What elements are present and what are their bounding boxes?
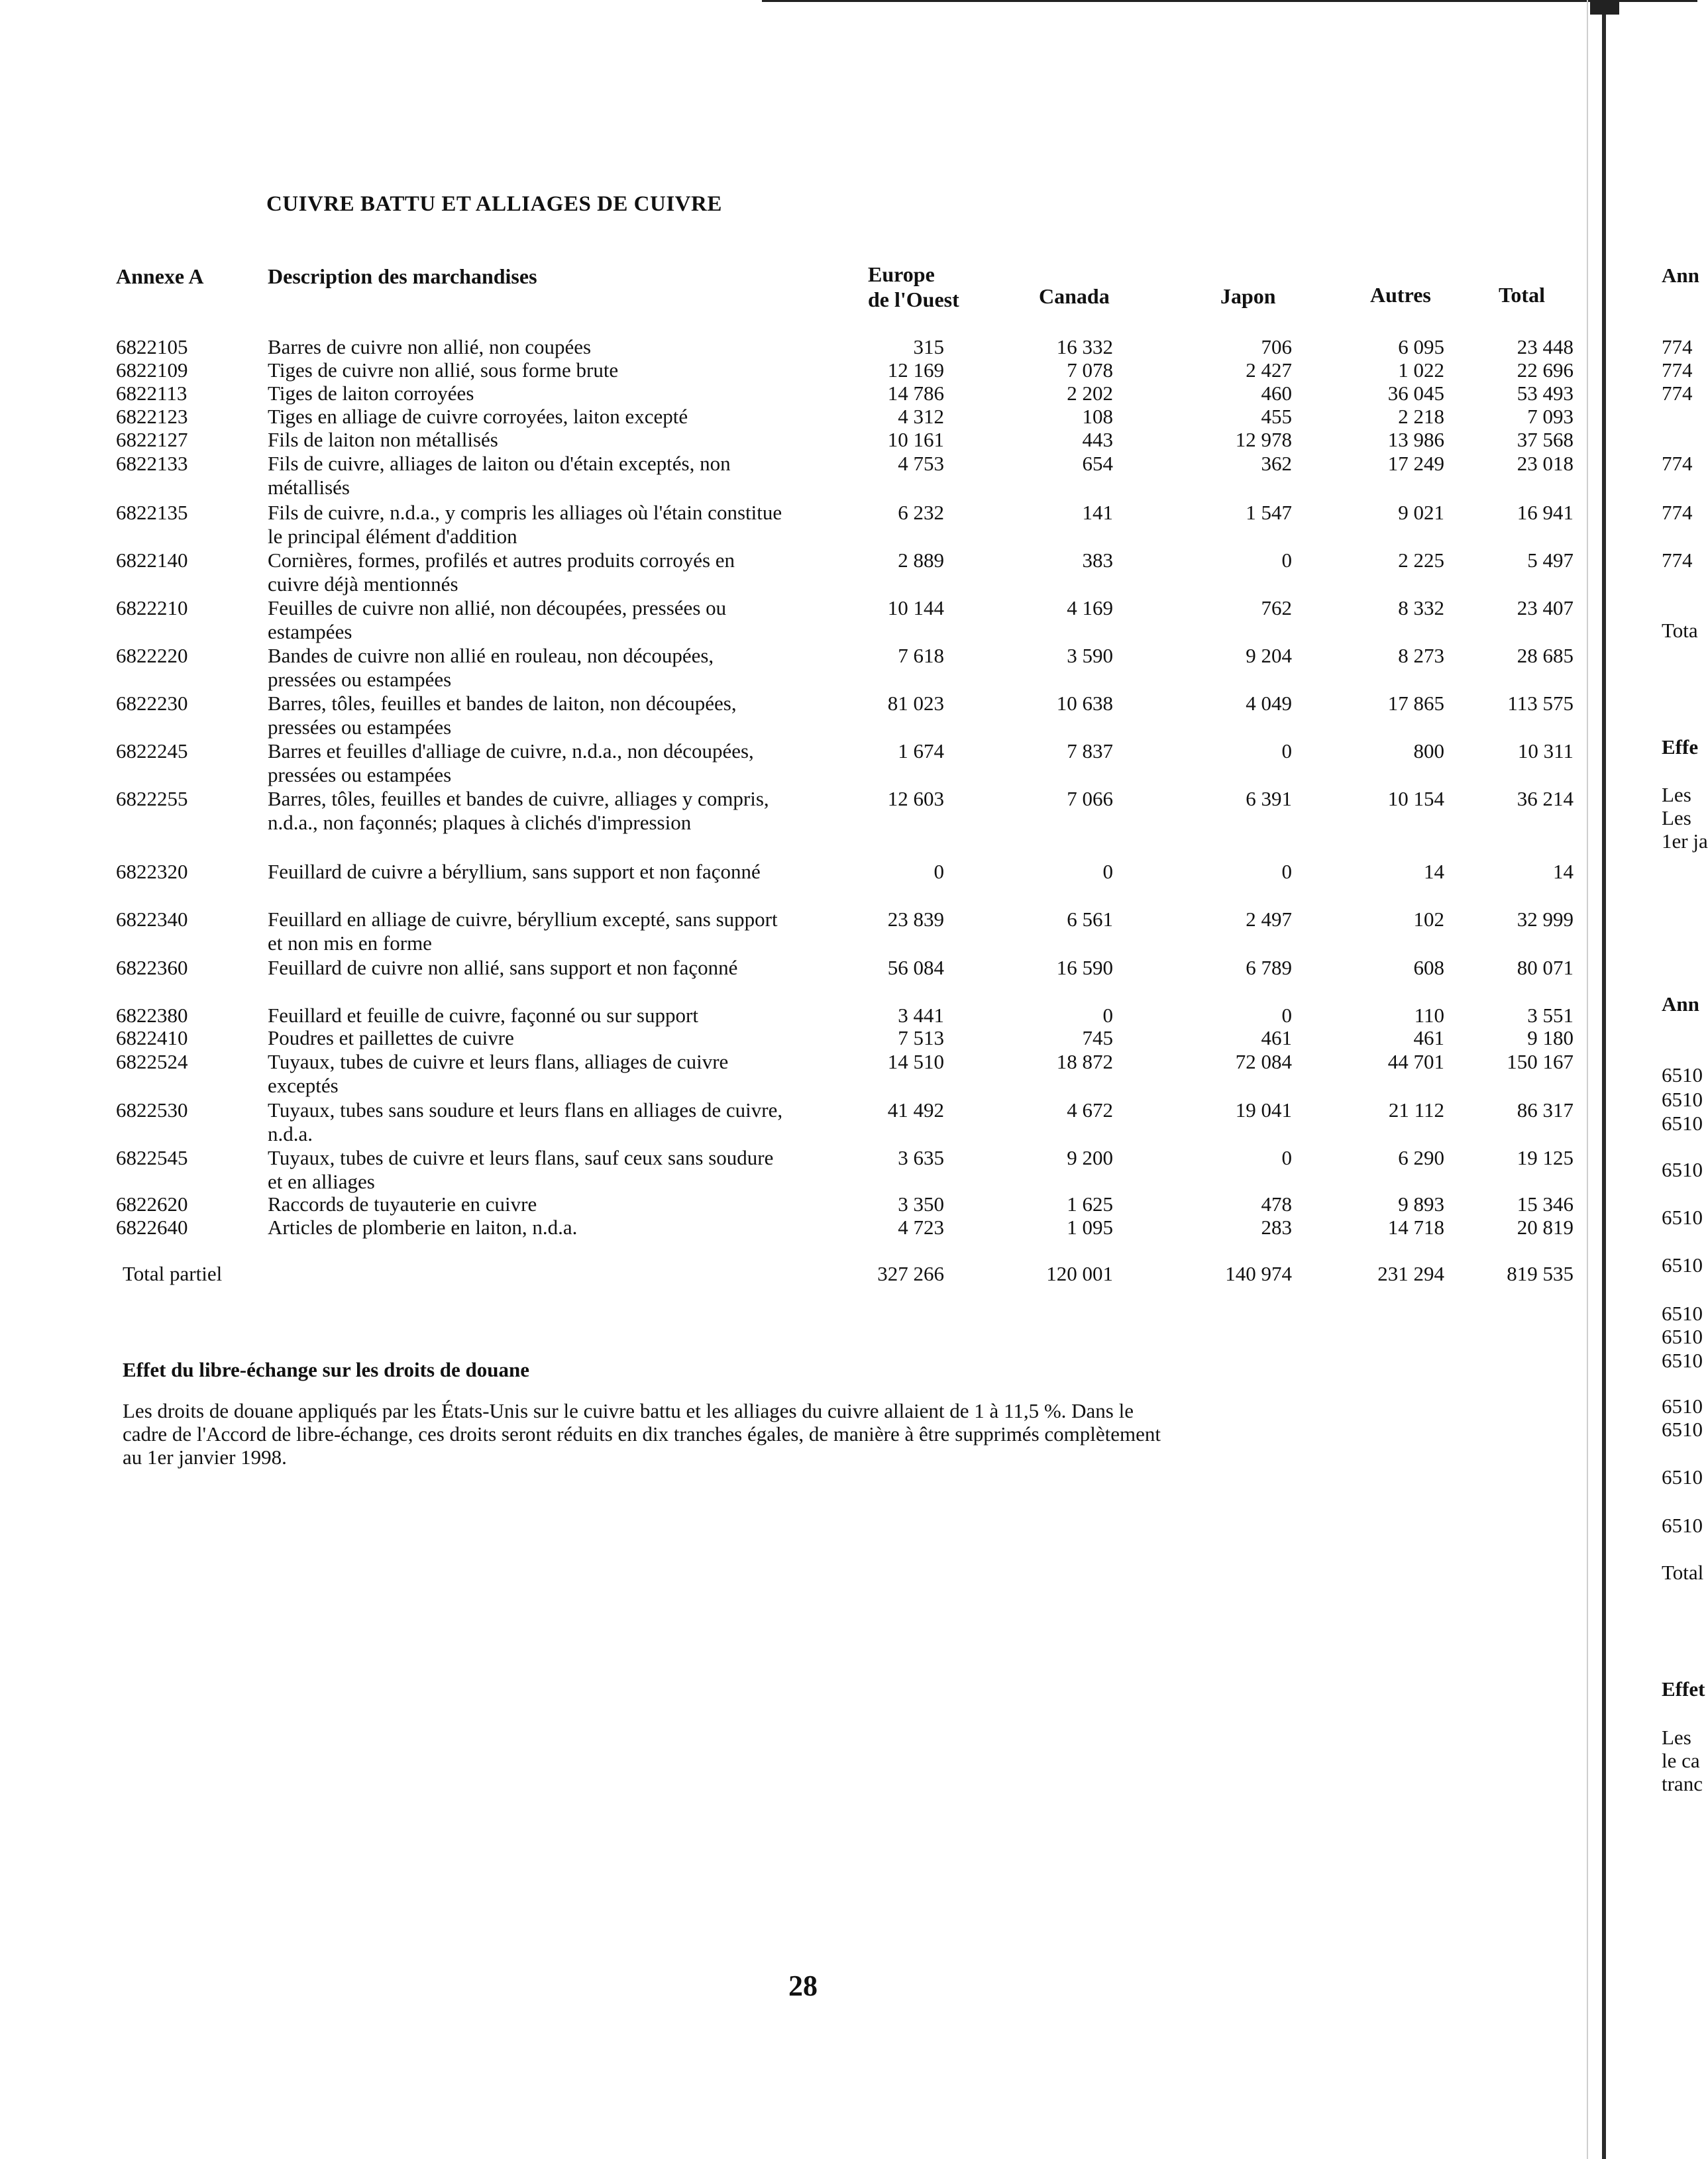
row-code: 6822640 (116, 1216, 188, 1239)
facing-code: 6510 (1662, 1206, 1703, 1229)
header-autres: Autres (1370, 283, 1431, 307)
row-value-total: 36 214 (1517, 787, 1574, 810)
row-value-europe: 6 232 (898, 501, 944, 524)
row-value-europe: 81 023 (887, 692, 944, 715)
total-row-label: Total partiel (123, 1262, 223, 1285)
row-value-total: 5 497 (1527, 549, 1574, 572)
row-value-japon: 2 427 (1246, 358, 1292, 382)
row-value-canada: 3 590 (1067, 644, 1113, 667)
row-value-japon: 283 (1261, 1216, 1292, 1239)
facing-code: 6510 (1662, 1253, 1703, 1277)
row-value-total: 23 448 (1517, 335, 1574, 358)
row-code: 6822530 (116, 1098, 188, 1122)
row-value-europe: 315 (913, 335, 944, 358)
row-value-europe: 2 889 (898, 549, 944, 572)
row-value-europe: 10 144 (887, 596, 944, 619)
row-description: Barres de cuivre non allié, non coupées (268, 335, 592, 358)
total-autres: 231 294 (1377, 1262, 1444, 1285)
total-europe: 327 266 (877, 1262, 944, 1285)
row-value-europe: 10 161 (887, 428, 944, 451)
row-value-europe: 14 510 (887, 1050, 944, 1073)
row-value-japon: 1 547 (1246, 501, 1292, 524)
row-value-total: 53 493 (1517, 382, 1574, 405)
row-value-japon: 4 049 (1246, 692, 1292, 715)
row-value-canada: 6 561 (1067, 908, 1113, 931)
row-description: Tuyaux, tubes de cuivre et leurs flans, alliages de cuivre exceptés (268, 1050, 729, 1097)
row-value-total: 150 167 (1507, 1050, 1574, 1073)
facing-code: 6510 (1662, 1325, 1703, 1348)
facing-text: Les (1662, 806, 1691, 829)
row-code: 6822105 (116, 335, 188, 358)
row-value-japon: 478 (1261, 1192, 1292, 1216)
facing-total: Tota (1662, 619, 1698, 642)
row-value-europe: 7 513 (898, 1026, 944, 1049)
row-description: Fils de cuivre, n.d.a., y compris les alliages où l'étain constitue le principal élément d'addition (268, 501, 782, 548)
row-description: Feuillard de cuivre a béryllium, sans support et non façonné (268, 860, 761, 883)
row-code: 6822140 (116, 549, 188, 572)
row-description: Tiges en alliage de cuivre corroyées, laiton excepté (268, 405, 688, 428)
row-code: 6822109 (116, 358, 188, 382)
facing-annexe-header: Ann (1662, 264, 1699, 287)
row-code: 6822620 (116, 1192, 188, 1216)
row-value-japon: 0 (1281, 1004, 1292, 1027)
row-value-total: 9 180 (1527, 1026, 1574, 1049)
row-code: 6822210 (116, 596, 188, 619)
row-description: Feuilles de cuivre non allié, non découpées, pressées ou estampées (268, 596, 727, 643)
total-japon: 140 974 (1225, 1262, 1292, 1285)
row-code: 6822524 (116, 1050, 188, 1073)
row-description: Tiges de laiton corroyées (268, 382, 474, 405)
header-europe-line1: Europe (868, 262, 935, 286)
row-value-autres: 44 701 (1387, 1050, 1444, 1073)
facing-text: Les (1662, 1726, 1691, 1749)
row-value-europe: 12 169 (887, 358, 944, 382)
row-description: Fils de laiton non métallisés (268, 428, 498, 451)
row-value-europe: 3 635 (898, 1146, 944, 1169)
facing-text: tranc (1662, 1772, 1703, 1795)
row-value-autres: 8 273 (1398, 644, 1444, 667)
row-value-japon: 0 (1281, 739, 1292, 763)
header-description: Description des marchandises (268, 264, 537, 288)
row-value-autres: 1 022 (1398, 358, 1444, 382)
row-value-canada: 2 202 (1067, 382, 1113, 405)
row-value-autres: 8 332 (1398, 596, 1444, 619)
row-value-canada: 141 (1082, 501, 1113, 524)
row-value-total: 15 346 (1517, 1192, 1574, 1216)
row-value-autres: 17 249 (1387, 452, 1444, 475)
row-value-canada: 9 200 (1067, 1146, 1113, 1169)
gutter-shadow (1587, 0, 1588, 2159)
total-total: 819 535 (1507, 1262, 1574, 1285)
row-value-europe: 0 (934, 860, 944, 883)
row-value-canada: 10 638 (1056, 692, 1113, 715)
facing-code: 774 (1662, 452, 1693, 475)
row-code: 6822245 (116, 739, 188, 763)
row-description: Feuillard de cuivre non allié, sans support et non façonné (268, 956, 738, 979)
row-code: 6822255 (116, 787, 188, 810)
row-value-japon: 0 (1281, 549, 1292, 572)
row-value-europe: 12 603 (887, 787, 944, 810)
row-value-japon: 12 978 (1235, 428, 1292, 451)
row-value-total: 16 941 (1517, 501, 1574, 524)
row-value-total: 23 018 (1517, 452, 1574, 475)
facing-code: 6510 (1662, 1158, 1703, 1181)
row-value-europe: 4 753 (898, 452, 944, 475)
row-value-autres: 6 095 (1398, 335, 1444, 358)
row-value-canada: 1 095 (1067, 1216, 1113, 1239)
row-description: Fils de cuivre, alliages de laiton ou d'étain exceptés, non métallisés (268, 452, 731, 499)
row-value-autres: 10 154 (1387, 787, 1444, 810)
row-value-canada: 18 872 (1056, 1050, 1113, 1073)
header-europe (868, 262, 959, 312)
row-value-canada: 7 837 (1067, 739, 1113, 763)
row-description: Tuyaux, tubes de cuivre et leurs flans, sauf ceux sans soudure et en alliages (268, 1146, 774, 1193)
facing-code: 774 (1662, 549, 1693, 572)
row-description: Articles de plomberie en laiton, n.d.a. (268, 1216, 578, 1239)
row-description: Bandes de cuivre non allié en rouleau, non découpées, pressées ou estampées (268, 644, 714, 691)
row-value-europe: 1 674 (898, 739, 944, 763)
row-value-canada: 108 (1082, 405, 1113, 428)
spine-top-mark (1590, 0, 1619, 15)
facing-code: 6510 (1662, 1514, 1703, 1537)
row-value-autres: 13 986 (1387, 428, 1444, 451)
row-value-canada: 443 (1082, 428, 1113, 451)
row-value-total: 23 407 (1517, 596, 1574, 619)
row-value-japon: 0 (1281, 1146, 1292, 1169)
facing-text: Les (1662, 783, 1691, 806)
row-value-autres: 17 865 (1387, 692, 1444, 715)
row-value-total: 37 568 (1517, 428, 1574, 451)
header-annexe: Annexe A (116, 264, 204, 288)
row-value-canada: 16 332 (1056, 335, 1113, 358)
facing-text: le ca (1662, 1749, 1700, 1772)
row-value-europe: 56 084 (887, 956, 944, 979)
row-value-total: 19 125 (1517, 1146, 1574, 1169)
row-code: 6822340 (116, 908, 188, 931)
row-value-japon: 2 497 (1246, 908, 1292, 931)
total-canada: 120 001 (1046, 1262, 1113, 1285)
row-value-total: 86 317 (1517, 1098, 1574, 1122)
row-value-europe: 14 786 (887, 382, 944, 405)
row-value-canada: 383 (1082, 549, 1113, 572)
row-description: Cornières, formes, profilés et autres produits corroyés en cuivre déjà mentionnés (268, 549, 735, 596)
row-value-japon: 9 204 (1246, 644, 1292, 667)
facing-text: 1er ja (1662, 829, 1708, 853)
row-description: Barres et feuilles d'alliage de cuivre, n.d.a., non découpées, pressées ou estampées (268, 739, 754, 786)
facing-annexe-header: Ann (1662, 992, 1699, 1016)
facing-code: 6510 (1662, 1395, 1703, 1418)
facing-code: 6510 (1662, 1465, 1703, 1489)
row-value-japon: 19 041 (1235, 1098, 1292, 1122)
facing-code: 774 (1662, 382, 1693, 405)
row-value-japon: 0 (1281, 860, 1292, 883)
row-value-autres: 14 (1424, 860, 1444, 883)
row-value-autres: 608 (1413, 956, 1444, 979)
row-value-total: 113 575 (1507, 692, 1574, 715)
top-page-edge (762, 0, 1697, 2)
row-value-autres: 9 021 (1398, 501, 1444, 524)
facing-heading: Effet (1662, 1677, 1705, 1701)
facing-heading: Effe (1662, 735, 1699, 759)
facing-code: 774 (1662, 501, 1693, 524)
page-title: CUIVRE BATTU ET ALLIAGES DE CUIVRE (266, 192, 722, 216)
row-code: 6822113 (116, 382, 187, 405)
row-value-total: 10 311 (1517, 739, 1574, 763)
row-value-japon: 72 084 (1235, 1050, 1292, 1073)
book-spine (1602, 0, 1606, 2159)
row-value-japon: 362 (1261, 452, 1292, 475)
row-description: Poudres et paillettes de cuivre (268, 1026, 514, 1049)
row-code: 6822545 (116, 1146, 188, 1169)
row-value-total: 3 551 (1527, 1004, 1574, 1027)
row-value-europe: 4 723 (898, 1216, 944, 1239)
facing-code: 6510 (1662, 1302, 1703, 1325)
facing-code: 6510 (1662, 1088, 1703, 1111)
row-value-europe: 3 350 (898, 1192, 944, 1216)
row-value-total: 7 093 (1527, 405, 1574, 428)
row-code: 6822410 (116, 1026, 188, 1049)
row-value-total: 14 (1553, 860, 1574, 883)
row-value-total: 80 071 (1517, 956, 1574, 979)
row-value-autres: 21 112 (1388, 1098, 1444, 1122)
row-value-japon: 6 789 (1246, 956, 1292, 979)
row-code: 6822127 (116, 428, 188, 451)
row-value-japon: 461 (1261, 1026, 1292, 1049)
row-description: Tuyaux, tubes sans soudure et leurs flans en alliages de cuivre, n.d.a. (268, 1098, 783, 1145)
row-value-autres: 102 (1413, 908, 1444, 931)
row-code: 6822320 (116, 860, 188, 883)
facing-code: 6510 (1662, 1418, 1703, 1441)
row-value-autres: 2 225 (1398, 549, 1444, 572)
row-code: 6822123 (116, 405, 188, 428)
row-value-canada: 4 672 (1067, 1098, 1113, 1122)
row-code: 6822135 (116, 501, 188, 524)
row-value-autres: 461 (1413, 1026, 1444, 1049)
row-description: Barres, tôles, feuilles et bandes de laiton, non découpées, pressées ou estampées (268, 692, 737, 739)
row-value-japon: 762 (1261, 596, 1292, 619)
facing-code: 6510 (1662, 1063, 1703, 1086)
row-code: 6822360 (116, 956, 188, 979)
row-value-autres: 9 893 (1398, 1192, 1444, 1216)
facing-code: 774 (1662, 335, 1693, 358)
facing-code: 774 (1662, 358, 1693, 382)
row-value-europe: 7 618 (898, 644, 944, 667)
row-value-canada: 7 066 (1067, 787, 1113, 810)
row-value-canada: 745 (1082, 1026, 1113, 1049)
row-code: 6822230 (116, 692, 188, 715)
row-value-japon: 460 (1261, 382, 1292, 405)
row-code: 6822220 (116, 644, 188, 667)
row-value-europe: 3 441 (898, 1004, 944, 1027)
row-description: Barres, tôles, feuilles et bandes de cuivre, alliages y compris, n.d.a., non façonnés; plaques à clichés d'impression (268, 787, 769, 834)
row-description: Tiges de cuivre non allié, sous forme brute (268, 358, 619, 382)
row-value-autres: 36 045 (1387, 382, 1444, 405)
row-code: 6822380 (116, 1004, 188, 1027)
row-value-total: 32 999 (1517, 908, 1574, 931)
facing-code: 6510 (1662, 1112, 1703, 1135)
page-number: 28 (788, 1970, 818, 2002)
row-value-japon: 6 391 (1246, 787, 1292, 810)
row-value-autres: 14 718 (1387, 1216, 1444, 1239)
row-value-canada: 16 590 (1056, 956, 1113, 979)
row-value-canada: 0 (1102, 1004, 1113, 1027)
row-value-total: 28 685 (1517, 644, 1574, 667)
row-value-canada: 1 625 (1067, 1192, 1113, 1216)
header-europe-line2: de l'Ouest (868, 288, 959, 311)
header-total: Total (1499, 283, 1545, 307)
row-value-total: 20 819 (1517, 1216, 1574, 1239)
row-value-autres: 6 290 (1398, 1146, 1444, 1169)
header-japon: Japon (1220, 284, 1276, 308)
row-value-autres: 2 218 (1398, 405, 1444, 428)
row-value-autres: 110 (1414, 1004, 1444, 1027)
row-value-canada: 7 078 (1067, 358, 1113, 382)
row-value-canada: 4 169 (1067, 596, 1113, 619)
section-paragraph: Les droits de douane appliqués par les États-Unis sur le cuivre battu et les alliages du cuivre allaient de 1 à 11,5 %. Dans le cadre de l'Accord de libre-échange, ces droits seront réduits en dix tranches égales, de manière à être supprimés complètement au 1er janvier 1998. (123, 1399, 1161, 1469)
row-value-europe: 41 492 (887, 1098, 944, 1122)
section-heading: Effet du libre-échange sur les droits de douane (123, 1358, 530, 1381)
row-value-total: 22 696 (1517, 358, 1574, 382)
facing-total: Total (1662, 1561, 1704, 1584)
row-description: Feuillard et feuille de cuivre, façonné ou sur support (268, 1004, 698, 1027)
row-value-europe: 23 839 (887, 908, 944, 931)
row-value-canada: 0 (1102, 860, 1113, 883)
row-code: 6822133 (116, 452, 188, 475)
facing-code: 6510 (1662, 1349, 1703, 1372)
row-value-autres: 800 (1413, 739, 1444, 763)
row-value-canada: 654 (1082, 452, 1113, 475)
header-canada: Canada (1039, 284, 1110, 308)
row-value-europe: 4 312 (898, 405, 944, 428)
row-description: Feuillard en alliage de cuivre, béryllium excepté, sans support et non mis en forme (268, 908, 778, 955)
row-description: Raccords de tuyauterie en cuivre (268, 1192, 537, 1216)
row-value-japon: 455 (1261, 405, 1292, 428)
row-value-japon: 706 (1261, 335, 1292, 358)
